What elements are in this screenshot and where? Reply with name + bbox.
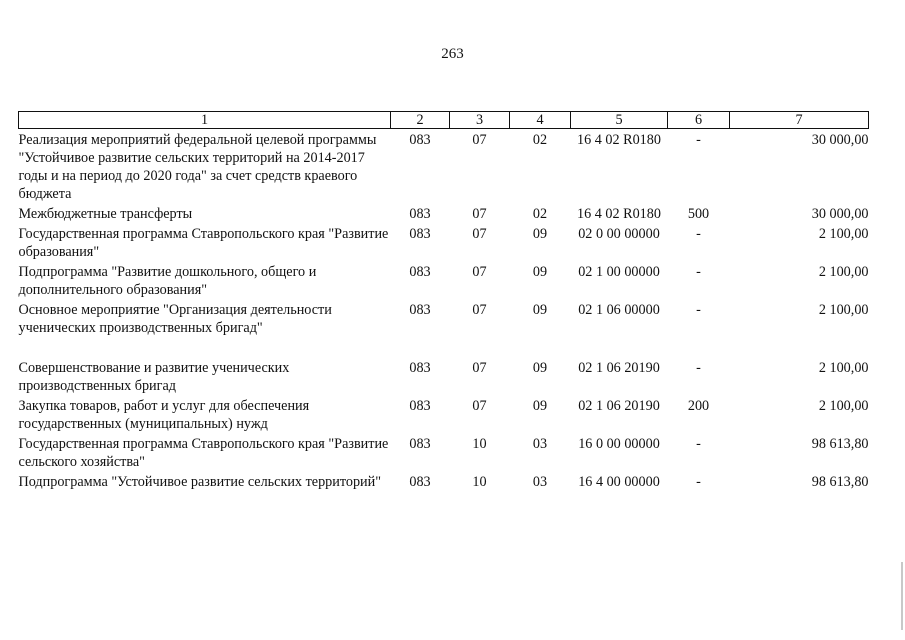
table-row [19, 225, 869, 263]
header-row [19, 112, 869, 129]
column-header: 3 [450, 112, 510, 129]
amount: 98 613,80 [811, 436, 869, 452]
ministry-code: 083 [409, 206, 431, 222]
ministry-code: 083 [409, 398, 431, 414]
expense-name: Основное мероприятие "Организация деятельности ученических производственных бригад" [18, 302, 332, 336]
expense-name: Закупка товаров, работ и услуг для обеспечения государственных (муниципальных) нужд [18, 398, 310, 432]
expense-name: Совершенствование и развитие ученических производственных бригад [18, 360, 290, 394]
section-code: 07 [472, 226, 487, 242]
scan-edge-mark [901, 562, 903, 630]
expense-type-code: 500 [687, 206, 710, 222]
table-row [19, 205, 869, 225]
target-article-code: 02 1 06 20190 [578, 398, 660, 414]
target-article-code: 16 4 02 R0180 [577, 132, 661, 148]
subsection-code: 09 [532, 302, 548, 318]
column-header: 4 [510, 112, 571, 129]
budget-table [18, 111, 869, 493]
subsection-code: 09 [532, 360, 548, 376]
expense-type-code: - [696, 132, 701, 148]
expense-type-code: - [696, 436, 701, 452]
section-code: 07 [472, 264, 487, 280]
section-code: 07 [472, 206, 487, 222]
target-article-code: 02 0 00 00000 [578, 226, 660, 242]
ministry-code: 083 [409, 302, 431, 318]
column-header: 7 [730, 112, 869, 129]
target-article-code: 16 4 02 R0180 [577, 206, 661, 222]
expense-type-code: - [696, 360, 701, 376]
section-code: 07 [472, 302, 487, 318]
target-article-code: 16 0 00 00000 [578, 436, 660, 452]
section-code: 07 [472, 360, 487, 376]
expense-name: Подпрограмма "Устойчивое развитие сельских территорий" [18, 474, 382, 490]
amount: 30 000,00 [811, 132, 869, 148]
target-article-code: 16 4 00 00000 [578, 474, 660, 490]
subsection-code: 03 [532, 436, 548, 452]
ministry-code: 083 [409, 474, 431, 490]
table-row [19, 473, 869, 493]
column-header: 6 [668, 112, 730, 129]
section-code: 07 [472, 398, 487, 414]
expense-name: Подпрограмма "Развитие дошкольного, общего и дополнительного образования" [18, 264, 317, 298]
expense-name: Реализация мероприятий федеральной целевой программы "Устойчивое развитие сельских территорий на 2014-2017 годы и на период до 2020 года" за счет средств краевого бюджета [18, 132, 377, 202]
subsection-code: 03 [532, 474, 548, 490]
ministry-code: 083 [409, 226, 431, 242]
expense-type-code: - [696, 302, 701, 318]
expense-name: Государственная программа Ставропольского края "Развитие сельского хозяйства" [18, 436, 389, 470]
subsection-code: 02 [532, 206, 548, 222]
expense-name: Межбюджетные трансферты [18, 206, 193, 222]
table-row [19, 397, 869, 435]
expense-name: Государственная программа Ставропольского края "Развитие образования" [18, 226, 389, 260]
table-row [19, 435, 869, 473]
target-article-code: 02 1 00 00000 [578, 264, 660, 280]
amount: 98 613,80 [811, 474, 869, 490]
ministry-code: 083 [409, 264, 431, 280]
subsection-code: 09 [532, 398, 548, 414]
ministry-code: 083 [409, 132, 431, 148]
target-article-code: 02 1 06 00000 [578, 302, 660, 318]
amount: 2 100,00 [818, 264, 869, 280]
amount: 2 100,00 [818, 360, 869, 376]
table-row [19, 263, 869, 301]
column-header: 5 [571, 112, 668, 129]
section-code: 07 [472, 132, 487, 148]
page-number: 263 [441, 46, 464, 62]
expense-type-code: - [696, 474, 701, 490]
target-article-code: 02 1 06 20190 [578, 360, 660, 376]
expense-type-code: 200 [687, 398, 710, 414]
section-code: 10 [472, 474, 487, 490]
column-header: 1 [19, 112, 391, 129]
amount: 2 100,00 [818, 398, 869, 414]
table-row [19, 129, 869, 206]
subsection-code: 09 [532, 226, 548, 242]
section-code: 10 [472, 436, 487, 452]
table-row [19, 359, 869, 397]
column-header: 2 [391, 112, 450, 129]
ministry-code: 083 [409, 436, 431, 452]
expense-type-code: - [696, 264, 701, 280]
expense-type-code: - [696, 226, 701, 242]
table-row [19, 301, 869, 359]
subsection-code: 09 [532, 264, 548, 280]
amount: 30 000,00 [811, 206, 869, 222]
amount: 2 100,00 [818, 302, 869, 318]
ministry-code: 083 [409, 360, 431, 376]
subsection-code: 02 [532, 132, 548, 148]
amount: 2 100,00 [818, 226, 869, 242]
